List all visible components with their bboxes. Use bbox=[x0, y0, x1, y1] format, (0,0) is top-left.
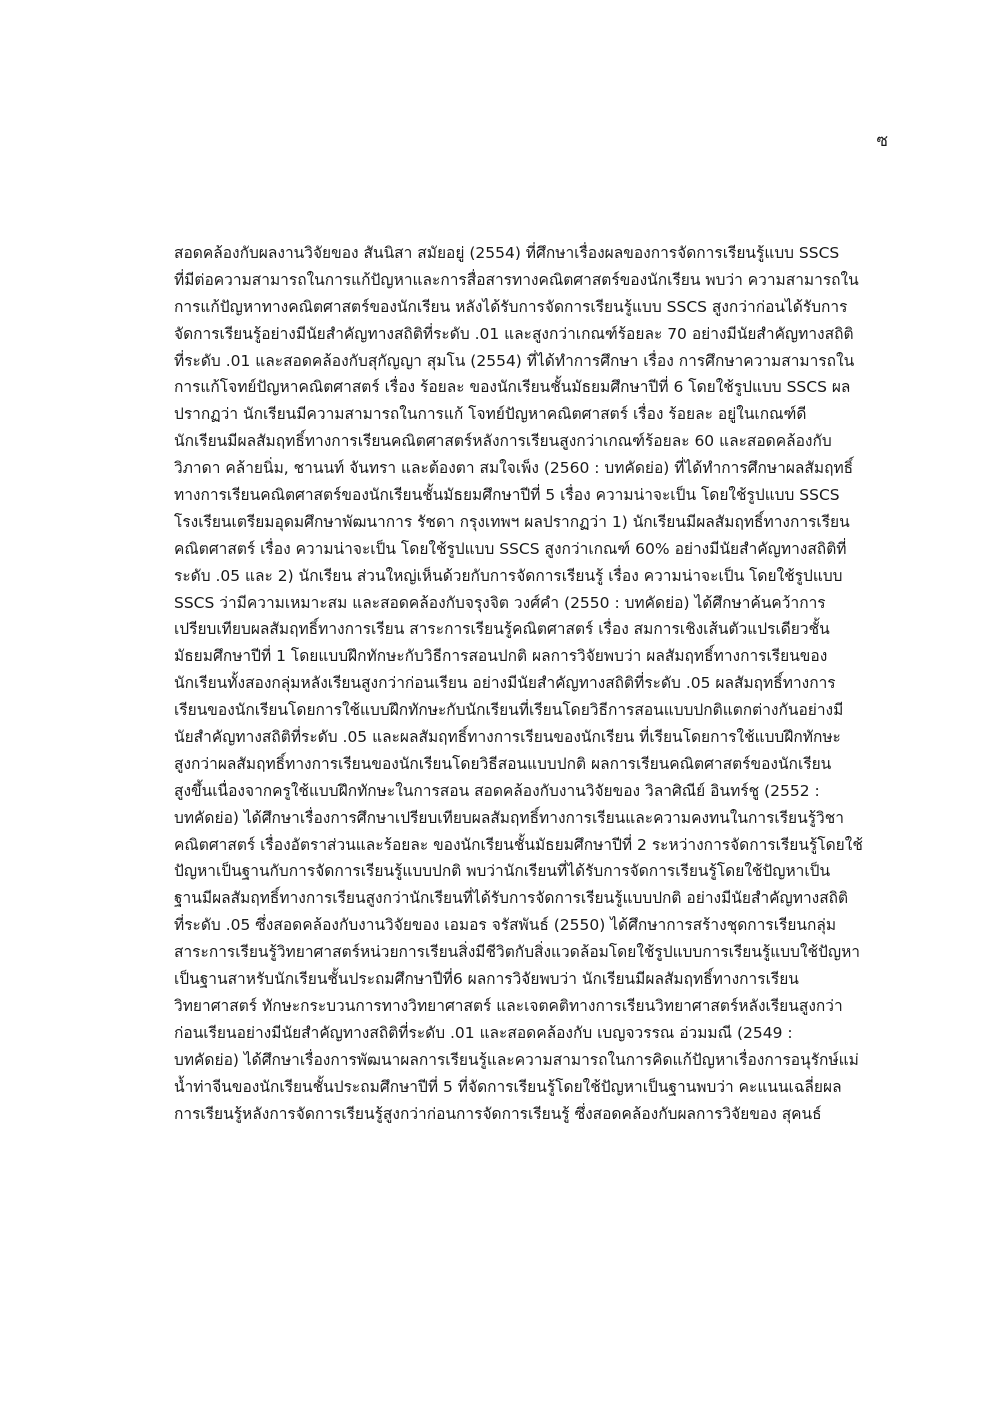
text-line: ที่ระดับ .01 และสอดคล้องกับสุกัญญา สุมโน (2554) ที่ได้ทำการศึกษา เรื่อง การศึกษาความสามารถใน bbox=[174, 351, 855, 370]
text-line: โรงเรียนเตรียมอุดมศึกษาพัฒนาการ รัชดา กรุงเทพฯ ผลปรากฏว่า 1) นักเรียนมีผลสัมฤทธิ์ทางการเรียน bbox=[174, 512, 850, 531]
text-line: จัดการเรียนรู้อย่างมีนัยสำคัญทางสถิติที่ระดับ .01 และสูงกว่าเกณฑ์ร้อยละ 70 อย่างมีนัยสำคัญทางสถิติ bbox=[174, 324, 854, 343]
text-line: ปรากฏว่า นักเรียนมีความสามารถในการแก้ โจทย์ปัญหาคณิตศาสตร์ เรื่อง ร้อยละ อยู่ในเกณฑ์ดี bbox=[174, 405, 807, 424]
text-line: ฐานมีผลสัมฤทธิ์ทางการเรียนสูงกว่านักเรียนที่ได้รับการจัดการเรียนรู้แบบปกติ อย่างมีนัยสำคัญทางสถิติ bbox=[174, 889, 849, 908]
text-line: การแก้ปัญหาทางคณิตศาสตร์ของนักเรียน หลังได้รับการจัดการเรียนรู้แบบ SSCS สูงกว่าก่อนได้รับการ bbox=[174, 297, 848, 316]
text-line: วิทยาศาสตร์ ทักษะกระบวนการทางวิทยาศาสตร์ และเจตคติทางการเรียนวิทยาศาสตร์หลังเรียนสูงกว่า bbox=[174, 996, 843, 1015]
text-line: สูงกว่าผลสัมฤทธิ์ทางการเรียนของนักเรียนโดยวิธีสอนแบบปกติ ผลการเรียนคณิตศาสตร์ของนักเรียน bbox=[174, 754, 832, 773]
text-line: นักเรียนมีผลสัมฤทธิ์ทางการเรียนคณิตศาสตร์หลังการเรียนสูงกว่าเกณฑ์ร้อยละ 60 และสอดคล้องกับ bbox=[174, 432, 832, 451]
text-line: วิภาดา คล้ายนิ่ม, ชานนท์ จันทรา และต้องตา สมใจเพ็ง (2560 : บทคัดย่อ) ที่ได้ทำการศึกษาผลสัมฤทธิ์ bbox=[174, 459, 854, 478]
text-line: การแก้โจทย์ปัญหาคณิตศาสตร์ เรื่อง ร้อยละ ของนักเรียนชั้นมัธยมศึกษาปีที่ 6 โดยใช้รูปแบบ SSCS ผล bbox=[174, 378, 851, 397]
text-line: มัธยมศึกษาปีที่ 1 โดยแบบฝึกทักษะกับวิธีการสอนปกติ ผลการวิจัยพบว่า ผลสัมฤทธิ์ทางการเรียนของ bbox=[174, 647, 828, 666]
text-line: นักเรียนทั้งสองกลุ่มหลังเรียนสูงกว่าก่อนเรียน อย่างมีนัยสำคัญทางสถิติที่ระดับ .05 ผลสัมฤทธิ์ทางการ bbox=[174, 674, 836, 693]
text-line: สูงขึ้นเนื่องจากครูใช้แบบฝึกทักษะในการสอน สอดคล้องกับงานวิจัยของ วิลาศิณีย์ อินทร์ชู (2552 : bbox=[174, 781, 820, 800]
body-text bbox=[174, 240, 874, 1127]
text-line: สอดคล้องกับผลงานวิจัยของ สันนิสา สมัยอยู่ (2554) ที่ศึกษาเรื่องผลของการจัดการเรียนรู้แบบ SSCS bbox=[174, 244, 840, 262]
text-line: นัยสำคัญทางสถิติที่ระดับ .05 และผลสัมฤทธิ์ทางการเรียนของนักเรียน ที่เรียนโดยการใช้แบบฝึกทักษะ bbox=[174, 728, 841, 747]
text-line: SSCS ว่ามีความเหมาะสม และสอดคล้องกับจรุงจิต วงศ์คำ (2550 : บทคัดย่อ) ได้ศึกษาค้นคว้าการ bbox=[174, 593, 826, 612]
text-line: ที่ระดับ .05 ซึ่งสอดคล้องกับงานวิจัยของ เอมอร จรัสพันธ์ (2550) ได้ศึกษาการสร้างชุดการเรียนกลุ่ม bbox=[174, 916, 837, 935]
text-line: ก่อนเรียนอย่างมีนัยสำคัญทางสถิติที่ระดับ .01 และสอดคล้องกับ เบญจวรรณ อ่วมมณี (2549 : bbox=[174, 1023, 793, 1042]
text-line: เรียนของนักเรียนโดยการใช้แบบฝึกทักษะกับนักเรียนที่เรียนโดยวิธีการสอนแบบปกติแตกต่างกันอย่างมี bbox=[174, 701, 844, 720]
text-line: เปรียบเทียบผลสัมฤทธิ์ทางการเรียน สาระการเรียนรู้คณิตศาสตร์ เรื่อง สมการเชิงเส้นตัวแปรเดียวชั้น bbox=[174, 620, 830, 639]
text-line: ทางการเรียนคณิตศาสตร์ของนักเรียนชั้นมัธยมศึกษาปีที่ 5 เรื่อง ความน่าจะเป็น โดยใช้รูปแบบ SSCS bbox=[174, 486, 840, 505]
text-line: บทคัดย่อ) ได้ศึกษาเรื่องการศึกษาเปรียบเทียบผลสัมฤทธิ์ทางการเรียนและความคงทนในการเรียนรู้วิชา bbox=[174, 808, 844, 827]
text-line: คณิตศาสตร์ เรื่องอัตราส่วนและร้อยละ ของนักเรียนชั้นมัธยมศึกษาปีที่ 2 ระหว่างการจัดการเรียนรู้โดยใช้ bbox=[174, 835, 863, 854]
text-line: คณิตศาสตร์ เรื่อง ความน่าจะเป็น โดยใช้รูปแบบ SSCS สูงกว่าเกณฑ์ 60% อย่างมีนัยสำคัญทางสถิติที่ bbox=[174, 539, 847, 558]
text-line: ปัญหาเป็นฐานกับการจัดการเรียนรู้แบบปกติ พบว่านักเรียนที่ได้รับการจัดการเรียนรู้โดยใช้ปัญหาเป็น bbox=[174, 862, 831, 881]
text-line: ที่มีต่อความสามารถในการแก้ปัญหาและการสื่อสารทางคณิตศาสตร์ของนักเรียน พบว่า ความสามารถใน bbox=[174, 270, 859, 289]
text-line: เป็นฐานสาหรับนักเรียนชั้นประถมศึกษาปีที่6 ผลการวิจัยพบว่า นักเรียนมีผลสัมฤทธิ์ทางการเรียน bbox=[174, 970, 799, 989]
text-line: ระดับ .05 และ 2) นักเรียน ส่วนใหญ่เห็นด้วยกับการจัดการเรียนรู้ เรื่อง ความน่าจะเป็น โดยใช้รูปแบบ bbox=[174, 566, 843, 585]
page-number: ซ bbox=[876, 131, 888, 151]
text-line: บทคัดย่อ) ได้ศึกษาเรื่องการพัฒนาผลการเรียนรู้และความสามารถในการคิดแก้ปัญหาเรื่องการอนุรักษ์แม่ bbox=[174, 1050, 859, 1069]
text-line: การเรียนรู้หลังการจัดการเรียนรู้สูงกว่าก่อนการจัดการเรียนรู้ ซึ่งสอดคล้องกับผลการวิจัยของ สุคนธ์ bbox=[174, 1104, 822, 1123]
text-line: สาระการเรียนรู้วิทยาศาสตร์หน่วยการเรียนสิ่งมีชีวิตกับสิ่งแวดล้อมโดยใช้รูปแบบการเรียนรู้แบบใช้ปัญหา bbox=[174, 943, 860, 962]
text-line: น้ำท่าจีนของนักเรียนชั้นประถมศึกษาปีที่ 5 ที่จัดการเรียนรู้โดยใช้ปัญหาเป็นฐานพบว่า คะแนนเฉลี่ยผล bbox=[174, 1077, 842, 1096]
